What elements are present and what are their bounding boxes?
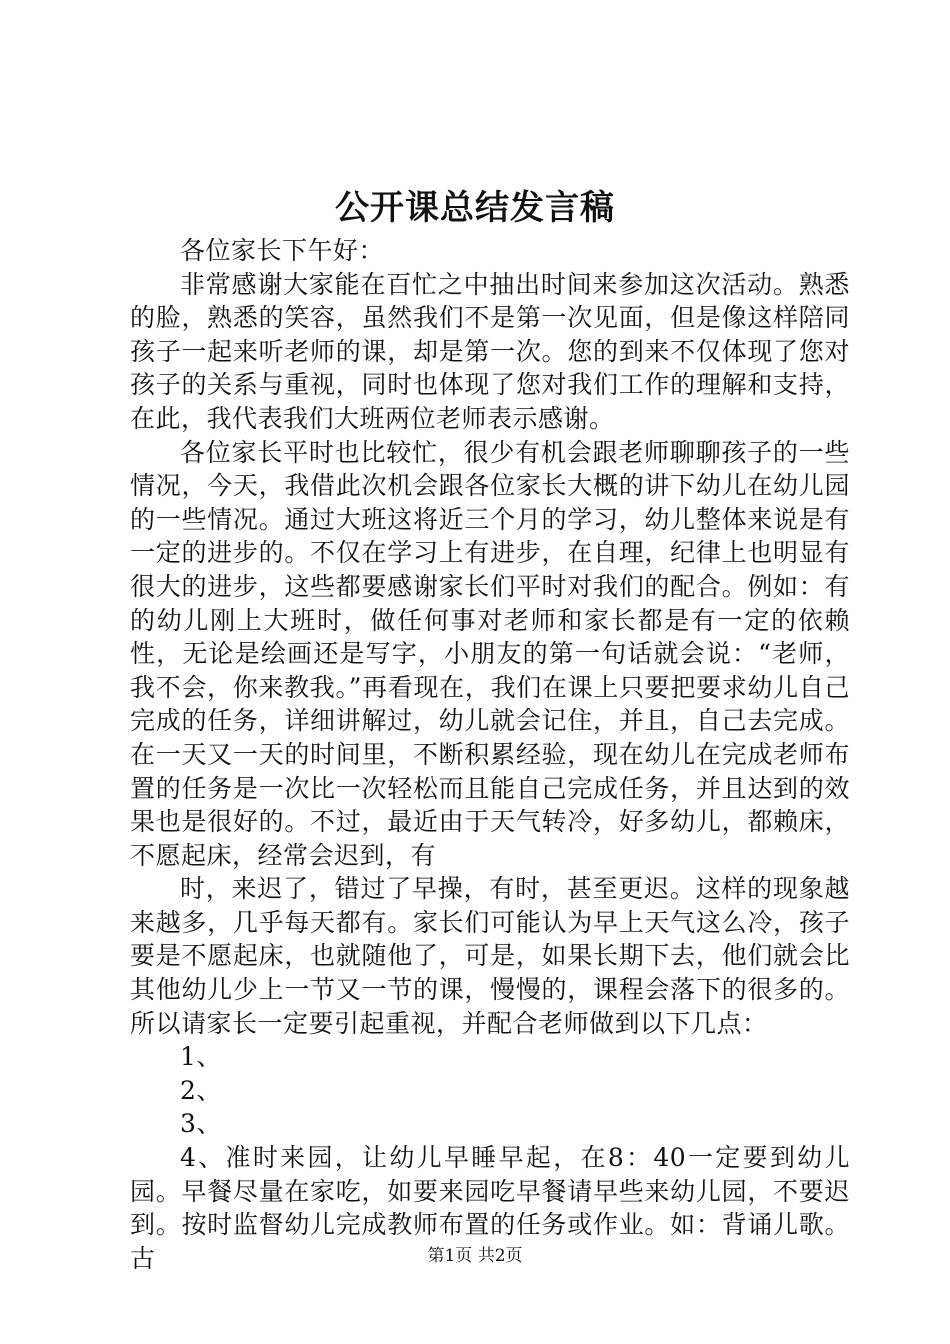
progress-paragraph: 各位家长平时也比较忙，很少有机会跟老师聊聊孩子的一些情况，今天，我借此次机会跟各位家长大概的讲下幼儿在幼儿园的一些情况。通过大班这将近三个月的学习，幼儿整体来说是有一定的进步的。不仅在学习上有进步，在自理，纪律上也明显有很大的进步，这些都要感谢家长们平时对我们的配合。例如：有的幼儿刚上大班时，做任何事对老师和家长都是有一定的依赖性，无论是绘画还是写字，小朋友的第一句话就会说：“老师，我不会，你来教我。”再看现在，我们在课上只要把要求幼儿自己完成的任务，详细讲解过，幼儿就会记住，并且，自己去完成。在一天又一天的时间里，不断积累经验，现在幼儿在完成老师布置的任务是一次比一次轻松而且能自己完成任务，并且达到的效果也是很好的。不过，最近由于天气转冷，好多幼儿，都赖床，不愿起床，经常会迟到，有 xyxy=(130,437,850,870)
document-title: 公开课总结发言稿 xyxy=(335,188,615,228)
thanks-paragraph: 非常感谢大家能在百忙之中抽出时间来参加这次活动。熟悉的脸，熟悉的笑容，虽然我们不是第一次见面，但是像这样陪同孩子一起来听老师的课，却是第一次。您的到来不仅体现了您对孩子的关系与重视，同时也体现了您对我们工作的理解和支持，在此，我代表我们大班两位老师表示感谢。 xyxy=(130,269,850,433)
page-number-footer: 第1页 共2页 xyxy=(427,1246,523,1266)
list-item-3: 3、 xyxy=(180,1109,222,1139)
document-body xyxy=(130,234,850,1275)
list-item-4: 4、准时来园，让幼儿早睡早起，在8：40一定要到幼儿园。早餐尽量在家吃，如要来园吃早餐请早些来幼儿园，不要迟到。按时监督幼儿完成教师布置的任务或作业。如：背诵儿歌。古 xyxy=(130,1143,850,1273)
greeting-paragraph: 各位家长下午好： xyxy=(180,236,385,265)
list-item-2: 2、 xyxy=(180,1075,222,1105)
list-item-1: 1、 xyxy=(180,1042,222,1072)
lateness-paragraph: 时，来迟了，错过了早操，有时，甚至更迟。这样的现象越来越多，几乎每天都有。家长们可能认为早上天气这么冷，孩子要是不愿起床，也就随他了，可是，如果长期下去，他们就会比其他幼儿少上一节又一节的课，慢慢的，课程会落下的很多的。所以请家长一定要引起重视，并配合老师做到以下几点： xyxy=(130,874,850,1038)
